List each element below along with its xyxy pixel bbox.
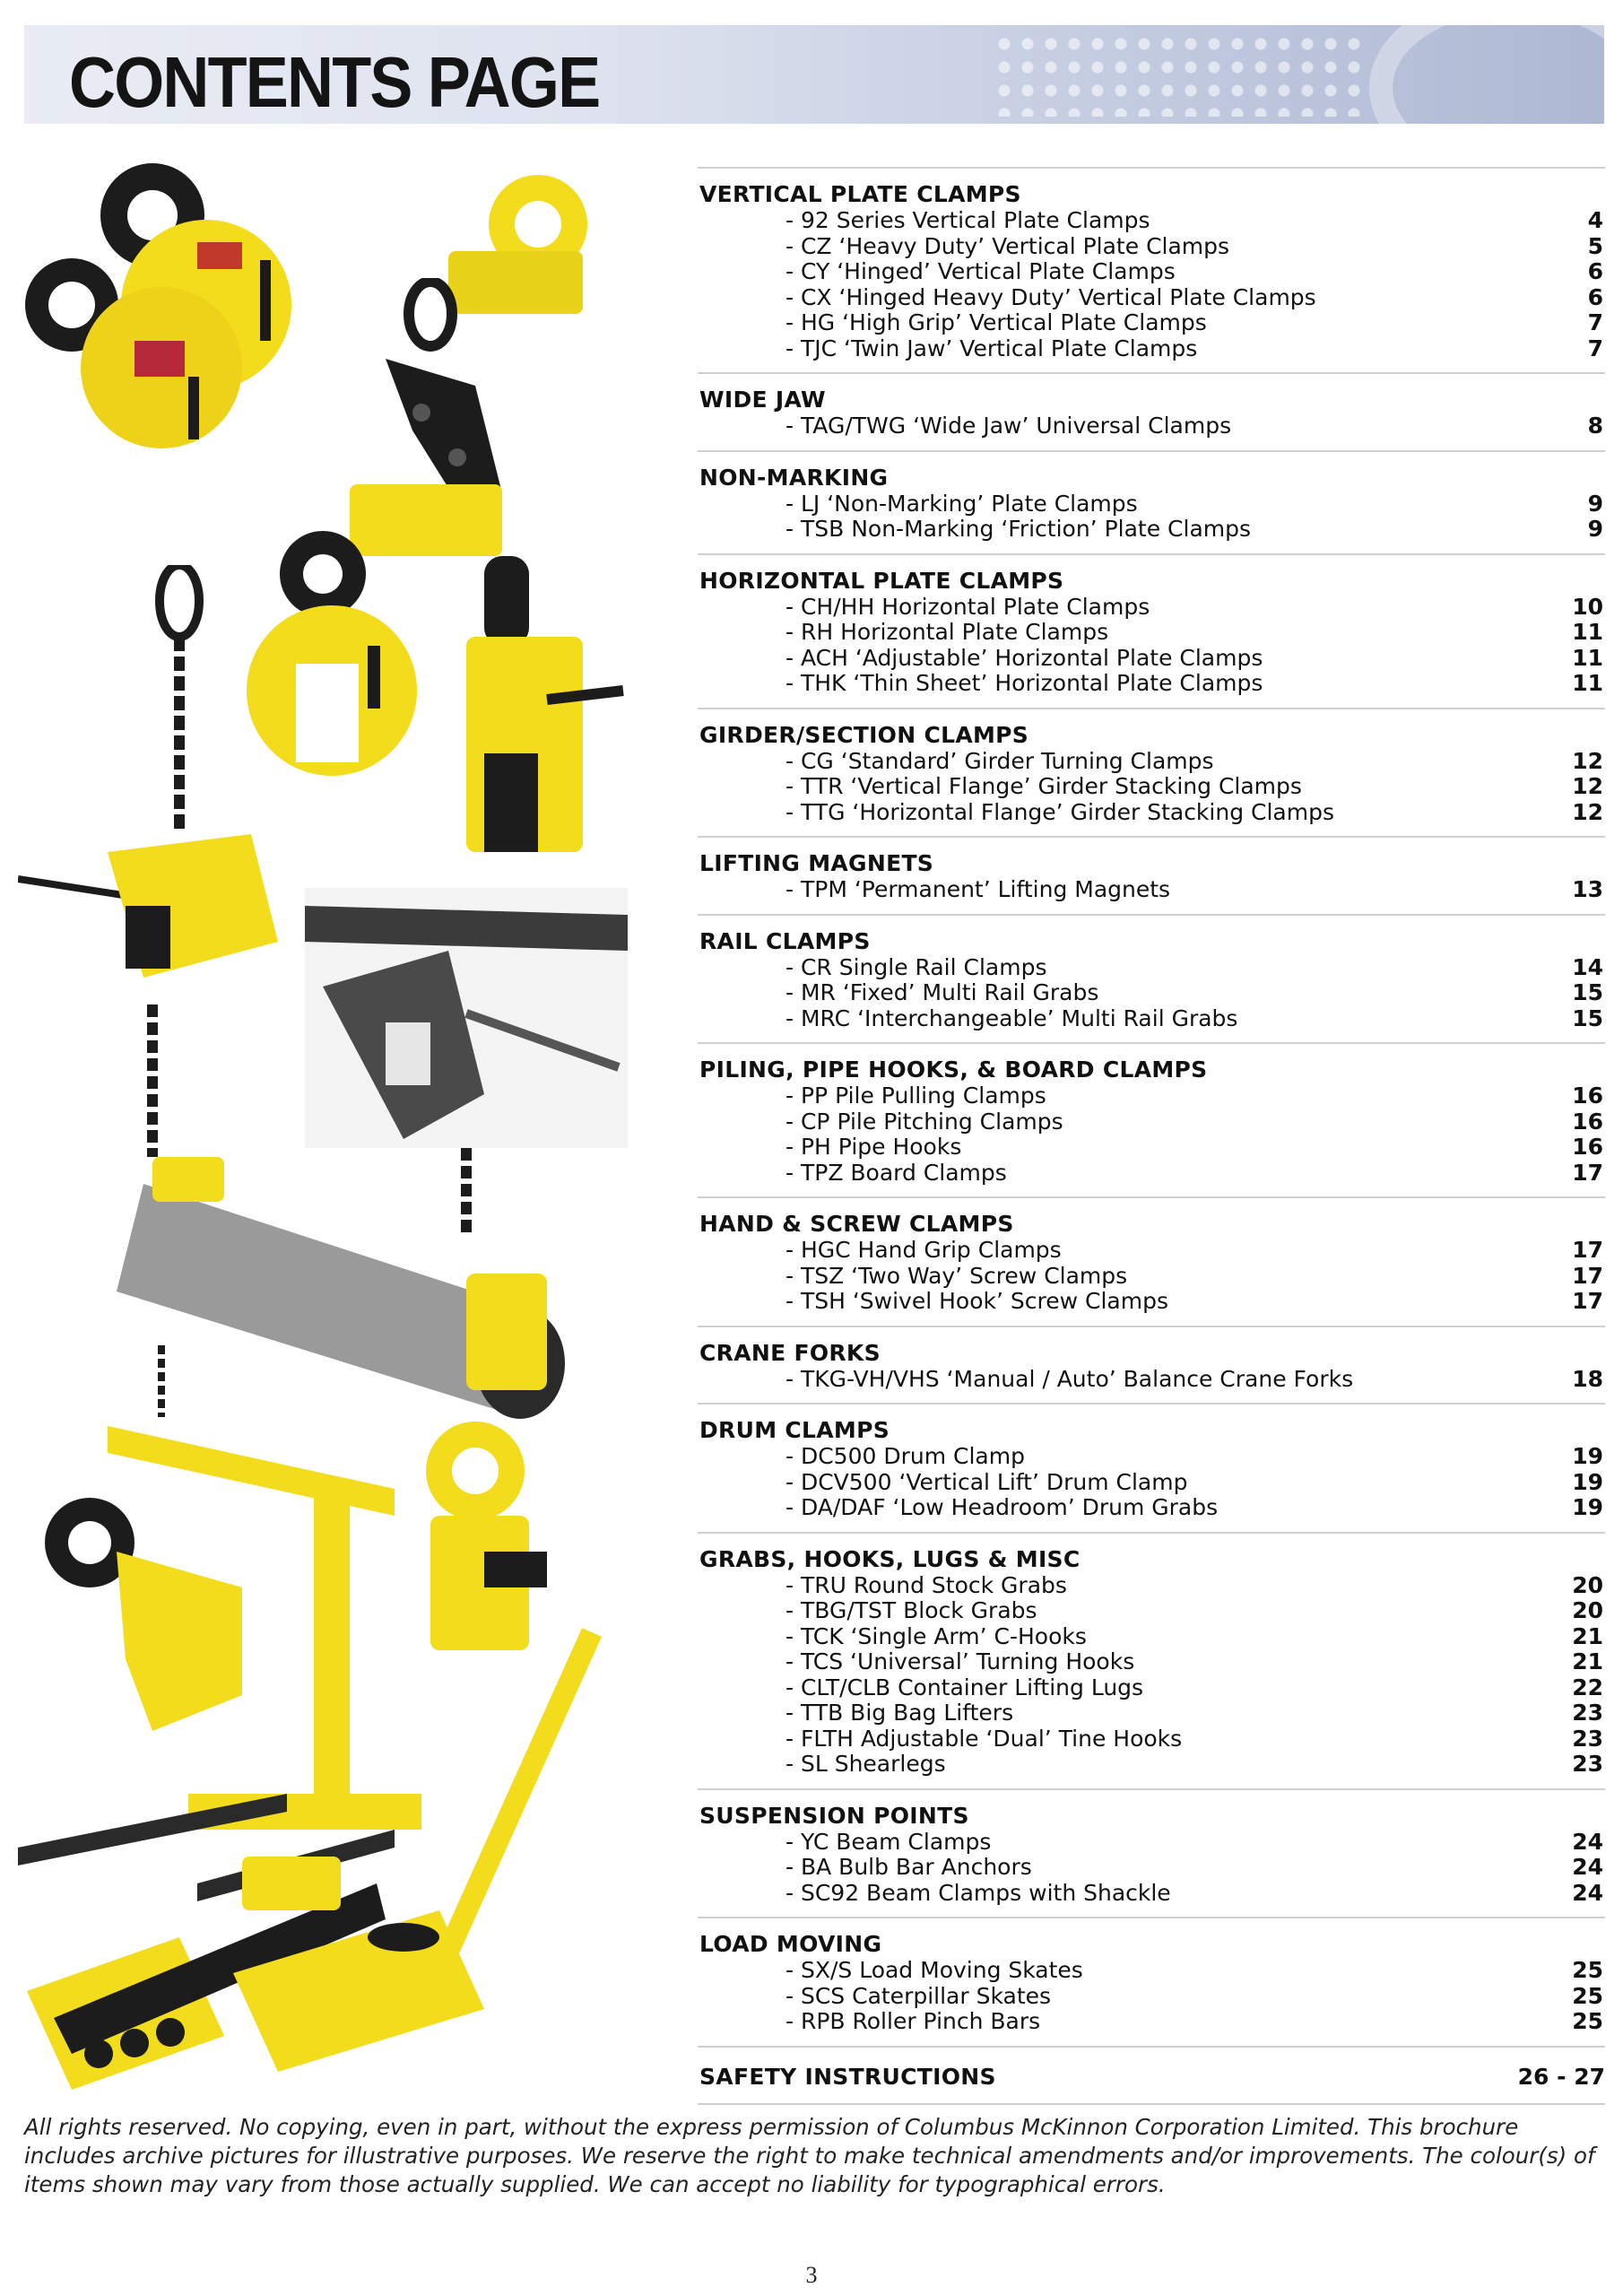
toc-entry-label: - MR ‘Fixed’ Multi Rail Grabs: [785, 979, 1099, 1005]
toc-entry: [699, 646, 1605, 672]
toc-entry: [699, 336, 1605, 362]
toc-entry-page: 21: [1572, 1648, 1603, 1674]
toc-entry: [699, 310, 1605, 336]
toc-entry-page: 19: [1572, 1494, 1603, 1520]
toc-entry: [699, 595, 1605, 621]
toc-section-title: NON-MARKING: [699, 464, 889, 491]
toc-section-title: DRUM CLAMPS: [699, 1417, 890, 1443]
toc-section: [698, 1918, 1605, 2048]
toc-entry-page: 12: [1572, 747, 1603, 774]
toc-entry-label: - TTB Big Bag Lifters: [785, 1700, 1014, 1726]
toc-entry: [699, 285, 1605, 311]
toc-entry-label: - DC500 Drum Clamp: [785, 1443, 1025, 1469]
toc-entry-label: - TSB Non-Marking ‘Friction’ Plate Clamps: [785, 516, 1252, 542]
toc-entry: [699, 1470, 1605, 1496]
toc-entry-label: - TAG/TWG ‘Wide Jaw’ Universal Clamps: [785, 413, 1232, 439]
toc-entry-page: 10: [1572, 593, 1603, 620]
toc-entry-page: 22: [1572, 1674, 1603, 1700]
toc-entry-label: - CLT/CLB Container Lifting Lugs: [785, 1674, 1144, 1700]
toc-section: [698, 1327, 1605, 1405]
toc-entry: [699, 620, 1605, 646]
horizontal-clamp-photo: [233, 529, 430, 798]
toc-entry-label: - SCS Caterpillar Skates: [785, 1982, 1052, 2009]
toc-entry: [699, 1984, 1605, 2010]
toc-entry-page: 11: [1572, 644, 1603, 671]
toc-entry: [699, 1700, 1605, 1726]
toc-entry: [699, 234, 1605, 260]
toc-section: [698, 1405, 1605, 1534]
toc-section-title: LOAD MOVING: [699, 1931, 882, 1957]
vertical-plate-clamp-photo: [18, 161, 314, 457]
toc-entry: [699, 980, 1605, 1006]
toc-entry-label: - DCV500 ‘Vertical Lift’ Drum Clamp: [785, 1468, 1188, 1495]
toc-entry-label: - TTG ‘Horizontal Flange’ Girder Stacking Clamps: [785, 798, 1334, 825]
toc-entry: [699, 1135, 1605, 1161]
toc-entry-page: 20: [1572, 1571, 1603, 1598]
toc-entry-label: - CP Pile Pitching Clamps: [785, 1108, 1063, 1135]
toc-section-title: GIRDER/SECTION CLAMPS: [699, 721, 1029, 748]
toc-entry-page: 14: [1572, 953, 1603, 980]
toc-entry-label: - TPZ Board Clamps: [785, 1159, 1007, 1186]
toc-entry-page: 20: [1572, 1597, 1603, 1623]
toc-entry-label: - TPM ‘Permanent’ Lifting Magnets: [785, 876, 1171, 902]
toc-entry-label: - CY ‘Hinged’ Vertical Plate Clamps: [785, 258, 1176, 284]
toc-entry-page: 7: [1587, 335, 1603, 361]
toc-entry-page: 19: [1572, 1443, 1603, 1469]
toc-entry: [699, 1264, 1605, 1290]
toc-entry-page: 21: [1572, 1622, 1603, 1649]
toc-section-title: PILING, PIPE HOOKS, & BOARD CLAMPS: [699, 1057, 1208, 1083]
toc-entry: [699, 671, 1605, 697]
toc-entry-page: 25: [1572, 2008, 1603, 2034]
toc-entry-label: - TJC ‘Twin Jaw’ Vertical Plate Clamps: [785, 335, 1198, 361]
toc-section: [698, 167, 1605, 374]
header-banner: [24, 25, 1604, 124]
toc-entry: [699, 1958, 1605, 1984]
toc-entry-label: - BA Bulb Bar Anchors: [785, 1854, 1032, 1880]
toc-entry-label: - HG ‘High Grip’ Vertical Plate Clamps: [785, 309, 1207, 335]
toc-section-title: LIFTING MAGNETS: [699, 850, 934, 876]
toc-entry: [699, 1830, 1605, 1856]
toc-entry: [699, 749, 1605, 775]
toc-entry: [699, 774, 1605, 800]
toc-entry-label: - CG ‘Standard’ Girder Turning Clamps: [785, 747, 1214, 774]
toc-entry-page: 6: [1587, 283, 1603, 310]
toc-entry: [699, 2009, 1605, 2035]
toc-entry-page: 17: [1572, 1159, 1603, 1186]
toc-entry: [699, 1109, 1605, 1135]
toc-entry-label: - RPB Roller Pinch Bars: [785, 2008, 1041, 2034]
toc-entry-page: 15: [1572, 979, 1603, 1005]
toc-section-title: RAIL CLAMPS: [699, 927, 871, 954]
toc-section: [698, 1044, 1605, 1198]
copyright-notice: All rights reserved. No copying, even in part, without the express permission of Columbus McKinnon Corporation Limited. This brochure includes archive pictures for illustrative purposes. We reserve the right to make technical amendments and/or improvements. The colour(s) of items shown may vary from those actually supplied. We can accept no liability for typographical errors.: [24, 2114, 1595, 2197]
toc-entry: [699, 955, 1605, 981]
toc-section: [698, 1198, 1605, 1327]
toc-section-title: VERTICAL PLATE CLAMPS: [699, 181, 1021, 207]
toc-entry: [699, 491, 1605, 517]
toc-entry: [699, 1675, 1605, 1701]
banner-swoosh: [1369, 25, 1604, 124]
toc-entry-page: 16: [1572, 1083, 1603, 1109]
toc-entry-label: - FLTH Adjustable ‘Dual’ Tine Hooks: [785, 1725, 1183, 1752]
toc-entry-label: - TTR ‘Vertical Flange’ Girder Stacking Clamps: [785, 773, 1302, 799]
toc-entry-page: 12: [1572, 773, 1603, 799]
toc-entry-label: - SX/S Load Moving Skates: [785, 1957, 1083, 1983]
toc-entry-label: - TSZ ‘Two Way’ Screw Clamps: [785, 1262, 1128, 1289]
toc-entry-label: - CZ ‘Heavy Duty’ Vertical Plate Clamps: [785, 232, 1230, 259]
toc-section: [698, 374, 1605, 452]
toc-entry-page: 11: [1572, 619, 1603, 645]
beam-clamp-photo: [305, 888, 628, 1148]
toc-entry: [699, 1573, 1605, 1599]
toc-section: [698, 452, 1605, 555]
toc-entry-page: 23: [1572, 1700, 1603, 1726]
toc-entry-page: 24: [1572, 1879, 1603, 1906]
toc-entry: [699, 1289, 1605, 1315]
toc-entry-page: 9: [1587, 490, 1603, 517]
toc-entry-label: - TCK ‘Single Arm’ C-Hooks: [785, 1622, 1087, 1649]
toc-entry-page: 24: [1572, 1854, 1603, 1880]
toc-entry-label: - ACH ‘Adjustable’ Horizontal Plate Clamps: [785, 644, 1263, 671]
toc-entry-label: - 92 Series Vertical Plate Clamps: [785, 207, 1150, 233]
toc-entry-page: 16: [1572, 1134, 1603, 1160]
toc-entry-page: 5: [1587, 232, 1603, 259]
toc-entry-label: - TKG-VH/VHS ‘Manual / Auto’ Balance Crane Forks: [785, 1365, 1354, 1392]
toc-section: [698, 1534, 1605, 1790]
toc-entry-page: 17: [1572, 1288, 1603, 1314]
toc-entry-label: - HGC Hand Grip Clamps: [785, 1237, 1062, 1263]
toc-entry: [699, 259, 1605, 285]
toc-entry-label: - MRC ‘Interchangeable’ Multi Rail Grabs: [785, 1004, 1238, 1031]
toc-entry: [699, 208, 1605, 234]
toc-section: [698, 709, 1605, 839]
toc-entry: [699, 517, 1605, 543]
banner-dot-pattern: [993, 32, 1369, 117]
toc-section-title: HORIZONTAL PLATE CLAMPS: [699, 567, 1064, 594]
toc-section-title: WIDE JAW: [699, 387, 826, 413]
toc-entry-label: - PH Pipe Hooks: [785, 1134, 962, 1160]
toc-entry-page: 25: [1572, 1982, 1603, 2009]
toc-entry: [699, 1495, 1605, 1521]
toc-entry: [699, 1752, 1605, 1778]
screw-clamp-photo: [448, 556, 628, 861]
toc-entry-label: - CH/HH Horizontal Plate Clamps: [785, 593, 1150, 620]
table-of-contents: [698, 167, 1605, 2105]
toc-entry-page: 15: [1572, 1004, 1603, 1031]
toc-entry-label: - LJ ‘Non-Marking’ Plate Clamps: [785, 490, 1138, 517]
toc-entry: [699, 1238, 1605, 1264]
toc-entry-page: 4: [1587, 207, 1603, 233]
toc-safety-title: SAFETY INSTRUCTIONS: [699, 2063, 996, 2090]
toc-section: [698, 838, 1605, 916]
toc-entry-label: - DA/DAF ‘Low Headroom’ Drum Grabs: [785, 1494, 1219, 1520]
toc-entry-label: - TSH ‘Swivel Hook’ Screw Clamps: [785, 1288, 1168, 1314]
toc-entry-page: 11: [1572, 670, 1603, 696]
toc-entry: [699, 1161, 1605, 1187]
toc-entry: [699, 877, 1605, 903]
load-moving-skate-photo: [18, 1614, 619, 2099]
hinged-vertical-clamp-photo: [323, 278, 538, 565]
toc-entry-label: - CX ‘Hinged Heavy Duty’ Vertical Plate Clamps: [785, 283, 1316, 310]
toc-entry-label: - RH Horizontal Plate Clamps: [785, 619, 1109, 645]
toc-entry-label: - CR Single Rail Clamps: [785, 953, 1047, 980]
toc-entry-page: 17: [1572, 1262, 1603, 1289]
toc-entry-page: 25: [1572, 1957, 1603, 1983]
toc-safety-section: [698, 2048, 1605, 2105]
toc-entry-page: 23: [1572, 1751, 1603, 1777]
toc-entry: [699, 1598, 1605, 1624]
toc-section-title: HAND & SCREW CLAMPS: [699, 1211, 1014, 1237]
toc-entry-label: - SL Shearlegs: [785, 1751, 946, 1777]
toc-entry: [699, 1444, 1605, 1470]
toc-section: [698, 916, 1605, 1045]
product-photo-column: [18, 161, 619, 2090]
toc-section-title: SUSPENSION POINTS: [699, 1802, 969, 1829]
toc-entry-label: - PP Pile Pulling Clamps: [785, 1083, 1046, 1109]
toc-entry: [699, 1726, 1605, 1752]
toc-entry: [699, 1006, 1605, 1032]
toc-entry-label: - YC Beam Clamps: [785, 1828, 992, 1855]
toc-section-title: GRABS, HOOKS, LUGS & MISC: [699, 1545, 1081, 1572]
toc-entry-page: 12: [1572, 798, 1603, 825]
toc-entry: [699, 1855, 1605, 1881]
toc-entry-page: 9: [1587, 516, 1603, 542]
toc-entry: [699, 1367, 1605, 1393]
toc-entry: [699, 1649, 1605, 1675]
toc-section-title: CRANE FORKS: [699, 1339, 881, 1366]
toc-entry-page: 6: [1587, 258, 1603, 284]
page-title: CONTENTS PAGE: [69, 42, 600, 122]
toc-entry-page: 23: [1572, 1725, 1603, 1752]
toc-section: [698, 1790, 1605, 1919]
toc-entry-page: 7: [1587, 309, 1603, 335]
toc-entry-label: - TRU Round Stock Grabs: [785, 1571, 1067, 1598]
toc-entry: [699, 1624, 1605, 1650]
toc-entry-label: - TCS ‘Universal’ Turning Hooks: [785, 1648, 1135, 1674]
toc-entry-page: 8: [1587, 413, 1603, 439]
toc-entry-label: - SC92 Beam Clamps with Shackle: [785, 1879, 1171, 1906]
toc-entry-page: 19: [1572, 1468, 1603, 1495]
page-number: 3: [805, 2262, 818, 2288]
toc-entry-label: - THK ‘Thin Sheet’ Horizontal Plate Clamps: [785, 670, 1263, 696]
toc-entry-page: 17: [1572, 1237, 1603, 1263]
toc-entry-page: 24: [1572, 1828, 1603, 1855]
toc-entry-page: 13: [1572, 876, 1603, 902]
toc-entry: [699, 1881, 1605, 1907]
toc-entry: [699, 800, 1605, 826]
toc-entry-label: - TBG/TST Block Grabs: [785, 1597, 1037, 1623]
toc-entry: [699, 413, 1605, 439]
toc-entry-page: 16: [1572, 1108, 1603, 1135]
toc-section: [698, 555, 1605, 709]
toc-entry-page: 18: [1572, 1365, 1603, 1392]
toc-safety-page: 26 - 27: [1517, 2063, 1605, 2090]
toc-entry: [699, 1083, 1605, 1109]
